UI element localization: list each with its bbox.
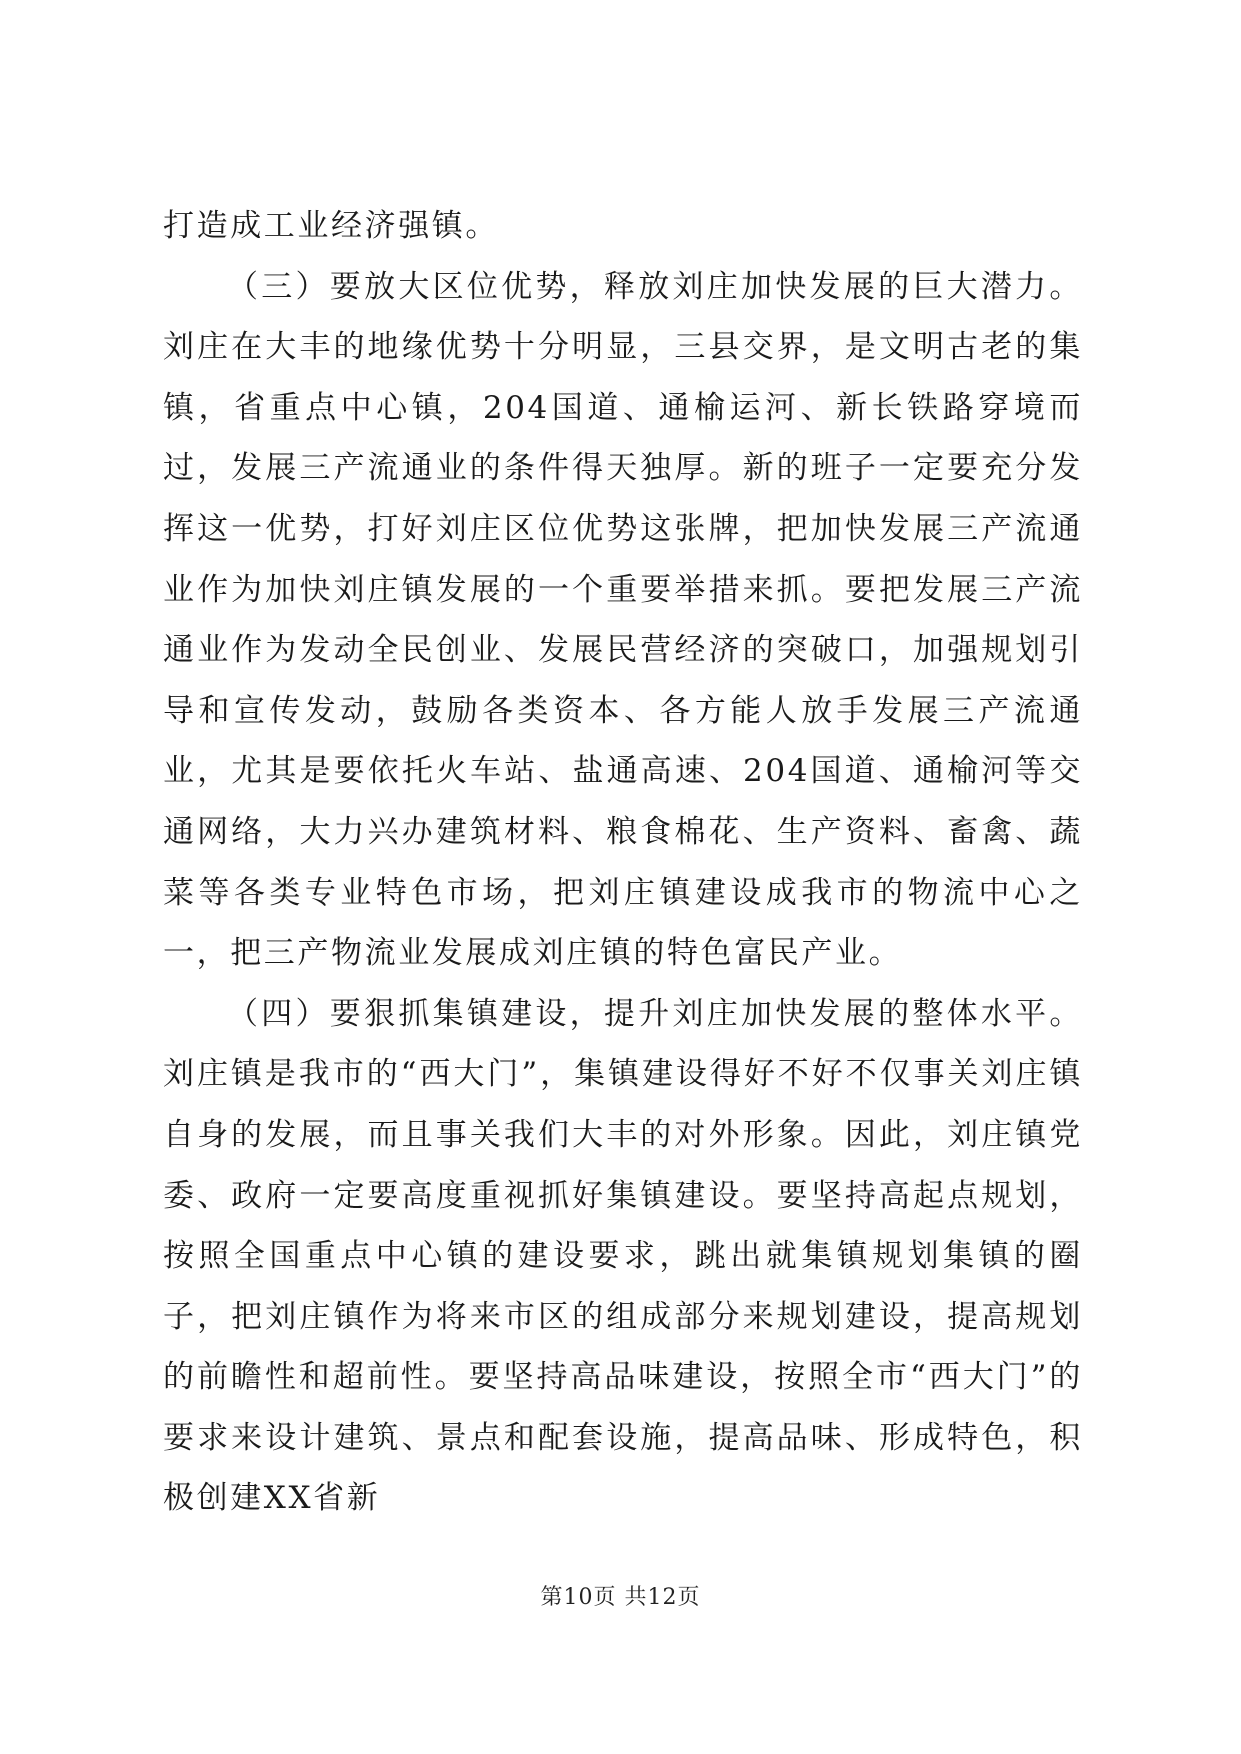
document-body bbox=[163, 196, 1083, 1529]
paragraph-section-four: （四）要狠抓集镇建设，提升刘庄加快发展的整体水平。刘庄镇是我市的“西大门”，集镇建设得好不好不仅事关刘庄镇自身的发展，而且事关我们大丰的对外形象。因此，刘庄镇党委、政府一定要高度重视抓好集镇建设。要坚持高起点规划，按照全国重点中心镇的建设要求，跳出就集镇规划集镇的圈子，把刘庄镇作为将来市区的组成部分来规划建设，提高规划的前瞻性和超前性。要坚持高品味建设，按照全市“西大门”的要求来设计建筑、景点和配套设施，提高品味、形成特色，积极创建XX省新 bbox=[163, 995, 1083, 1517]
paragraph-section-three: （三）要放大区位优势，释放刘庄加快发展的巨大潜力。刘庄在大丰的地缘优势十分明显，三县交界，是文明古老的集镇，省重点中心镇，204国道、通榆运河、新长铁路穿境而过，发展三产流通业的条件得天独厚。新的班子一定要充分发挥这一优势，打好刘庄区位优势这张牌，把加快发展三产流通业作为加快刘庄镇发展的一个重要举措来抓。要把发展三产流通业作为发动全民创业、发展民营经济的突破口，加强规划引导和宣传发动，鼓励各类资本、各方能人放手发展三产流通业，尤其是要依托火车站、盐通高速、204国道、通榆河等交通网络，大力兴办建筑材料、粮食棉花、生产资料、畜禽、蔬菜等各类专业特色市场，把刘庄镇建设成我市的物流中心之一，把三产物流业发展成刘庄镇的特色富民产业。 bbox=[163, 268, 1083, 972]
page-footer: 第10页 共12页 bbox=[540, 1585, 701, 1610]
paragraph-continuation: 打造成工业经济强镇。 bbox=[163, 208, 499, 244]
